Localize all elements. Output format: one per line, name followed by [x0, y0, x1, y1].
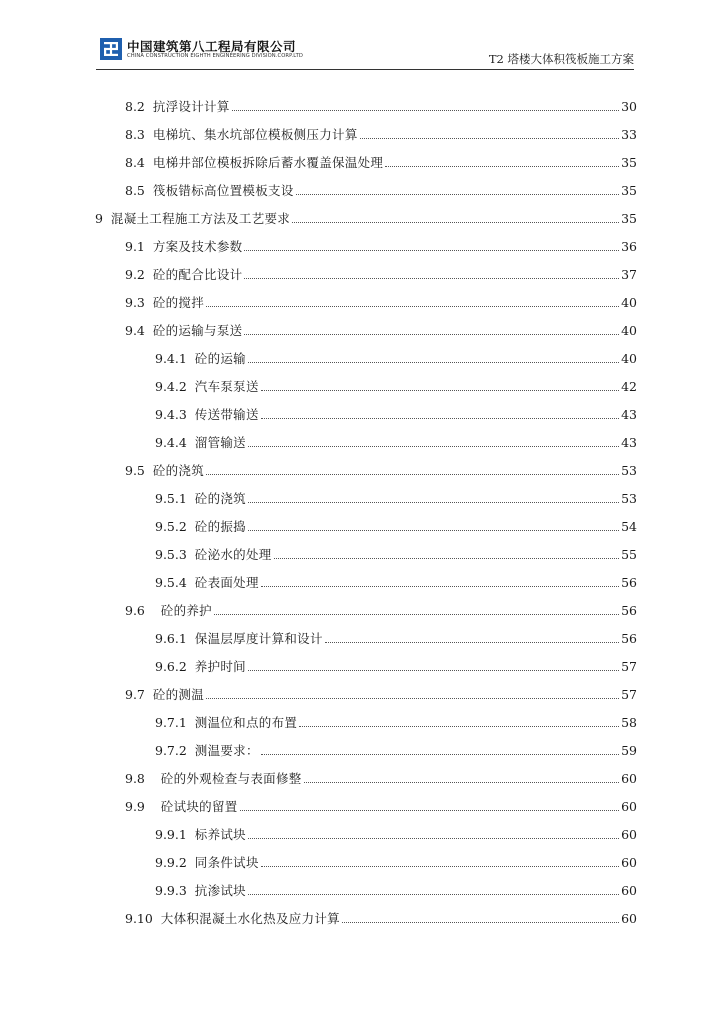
- toc-entry-number: 8.4: [125, 155, 153, 170]
- toc-entry-page-number: 40: [621, 323, 637, 338]
- toc-dot-leader: [248, 529, 619, 531]
- toc-dot-leader: [232, 109, 619, 111]
- toc-entry-title: 砼的测温: [152, 687, 205, 702]
- toc-entry-title: 大体积混凝土水化热及应力计算: [160, 911, 340, 926]
- toc-entry-number: 9.2: [125, 267, 153, 282]
- toc-entry-title: 砼的浇筑: [194, 491, 246, 506]
- toc-dot-leader: [342, 921, 619, 923]
- toc-entry-title: 同条件试块: [194, 855, 259, 870]
- toc-entry-title: 方案及技术参数: [152, 239, 243, 254]
- toc-entry-page-number: 60: [621, 855, 637, 870]
- toc-entry-number: 9.9: [125, 799, 161, 814]
- toc-entry-page-number: 40: [621, 295, 637, 310]
- toc-entry-title: 砼的运输与泵送: [152, 323, 243, 338]
- toc-entry-number: 9.9.3: [155, 883, 195, 898]
- document-title: T2 塔楼大体积筏板施工方案: [488, 52, 634, 66]
- toc-entry[interactable]: [125, 290, 637, 310]
- toc-entry-title: 筏板错标高位置模板支设: [152, 183, 294, 198]
- toc-entry-page-number: 53: [621, 463, 637, 478]
- toc-entry-number: 9.7.1: [155, 715, 195, 730]
- toc-entry[interactable]: [155, 374, 637, 394]
- toc-entry-page-number: 36: [621, 239, 637, 254]
- toc-entry-page-number: 58: [621, 715, 637, 730]
- toc-entry-page-number: 35: [621, 155, 637, 170]
- toc-entry[interactable]: [155, 486, 637, 506]
- toc-entry-number: 8.2: [125, 99, 153, 114]
- toc-dot-leader: [274, 557, 620, 559]
- toc-entry[interactable]: [125, 122, 637, 142]
- toc-dot-leader: [360, 137, 619, 139]
- toc-entry[interactable]: [155, 878, 637, 898]
- toc-dot-leader: [261, 753, 619, 755]
- toc-entry-page-number: 35: [621, 183, 637, 198]
- toc-entry-number: 9.6.2: [155, 659, 195, 674]
- toc-entry-title: 砼的配合比设计: [152, 267, 243, 282]
- toc-entry-page-number: 40: [621, 351, 637, 366]
- toc-entry-number: 9.7: [125, 687, 153, 702]
- toc-entry[interactable]: [155, 430, 637, 450]
- toc-entry[interactable]: [155, 626, 637, 646]
- toc-entry[interactable]: [95, 206, 637, 226]
- toc-entry[interactable]: [125, 682, 637, 702]
- toc-entry-number: 8.3: [125, 127, 153, 142]
- toc-entry-number: 9.3: [125, 295, 153, 310]
- toc-entry-page-number: 60: [621, 911, 637, 926]
- toc-dot-leader: [248, 501, 619, 503]
- toc-dot-leader: [206, 473, 619, 475]
- toc-entry-title: 养护时间: [194, 659, 246, 674]
- toc-entry[interactable]: [155, 822, 637, 842]
- toc-entry-number: 9.4.3: [155, 407, 195, 422]
- company-name-cn: 中国建筑第八工程局有限公司: [127, 39, 297, 54]
- toc-entry[interactable]: [125, 262, 637, 282]
- toc-entry-page-number: 55: [621, 547, 637, 562]
- toc-dot-leader: [261, 585, 619, 587]
- toc-dot-leader: [304, 781, 620, 783]
- toc-entry-title: 砼试块的留置: [160, 799, 238, 814]
- toc-entry-number: 9.5.1: [155, 491, 195, 506]
- toc-entry[interactable]: [125, 598, 637, 618]
- toc-dot-leader: [248, 837, 619, 839]
- toc-entry-number: 9.5.4: [155, 575, 195, 590]
- toc-entry-page-number: 57: [621, 659, 637, 674]
- toc-entry-page-number: 57: [621, 687, 637, 702]
- toc-entry-title: 标养试块: [194, 827, 246, 842]
- toc-entry[interactable]: [125, 766, 637, 786]
- toc-entry[interactable]: [155, 850, 637, 870]
- toc-dot-leader: [244, 333, 619, 335]
- toc-dot-leader: [261, 389, 619, 391]
- toc-entry-title: 砼的养护: [160, 603, 212, 618]
- toc-entry[interactable]: [155, 542, 637, 562]
- toc-dot-leader: [248, 669, 619, 671]
- toc-entry[interactable]: [155, 654, 637, 674]
- toc-entry-number: 9.1: [125, 239, 153, 254]
- toc-entry-title: 砼的搅拌: [152, 295, 205, 310]
- toc-dot-leader: [244, 249, 619, 251]
- toc-entry-page-number: 42: [621, 379, 637, 394]
- company-name-en: CHINA CONSTRUCTION EIGHTH ENGINEERING DIVISION.CORP.LTD: [127, 53, 303, 59]
- toc-dot-leader: [248, 445, 619, 447]
- toc-entry-title: 砼的运输: [194, 351, 246, 366]
- toc-entry-title: 砼的振捣: [194, 519, 246, 534]
- toc-entry-number: 9.10: [125, 911, 161, 926]
- toc-entry-title: 电梯井部位模板拆除后蓄水覆盖保温处理: [152, 155, 384, 170]
- toc-entry[interactable]: [125, 150, 637, 170]
- toc-dot-leader: [385, 165, 619, 167]
- toc-entry-page-number: 59: [621, 743, 637, 758]
- toc-entry-title: 砼表面处理: [194, 575, 259, 590]
- toc-dot-leader: [240, 809, 620, 811]
- toc-dot-leader: [299, 725, 619, 727]
- toc-entry-title: 保温层厚度计算和设计: [194, 631, 323, 646]
- toc-entry-number: 9.6: [125, 603, 161, 618]
- toc-entry-number: 9.4: [125, 323, 153, 338]
- page-header: [0, 0, 724, 80]
- toc-entry[interactable]: [155, 514, 637, 534]
- toc-dot-leader: [296, 193, 619, 195]
- toc-entry-title: 测温位和点的布置: [194, 715, 298, 730]
- toc-entry-number: 9.6.1: [155, 631, 195, 646]
- toc-entry[interactable]: [125, 234, 637, 254]
- toc-entry-title: 砼泌水的处理: [194, 547, 272, 562]
- toc-entry-title: 砼的浇筑: [152, 463, 205, 478]
- toc-entry-page-number: 37: [621, 267, 637, 282]
- toc-entry-page-number: 53: [621, 491, 637, 506]
- toc-dot-leader: [325, 641, 619, 643]
- toc-entry-title: 砼的外观检查与表面修整: [160, 771, 302, 786]
- toc-dot-leader: [248, 893, 619, 895]
- toc-entry[interactable]: [125, 906, 637, 926]
- toc-entry-page-number: 43: [621, 435, 637, 450]
- toc-entry-number: 8.5: [125, 183, 153, 198]
- toc-entry-page-number: 35: [621, 211, 637, 226]
- toc-entry-title: 电梯坑、集水坑部位模板侧压力计算: [152, 127, 358, 142]
- toc-entry-page-number: 60: [621, 799, 637, 814]
- toc-entry[interactable]: [155, 570, 637, 590]
- toc-dot-leader: [244, 277, 619, 279]
- toc-entry[interactable]: [155, 738, 637, 758]
- cscec-logo-icon: [100, 38, 122, 60]
- toc-entry-title: 抗浮设计计算: [152, 99, 230, 114]
- toc-entry-number: 9.9.2: [155, 855, 195, 870]
- toc-entry-page-number: 60: [621, 827, 637, 842]
- toc-entry-title: 抗渗试块: [194, 883, 246, 898]
- toc-entry-page-number: 33: [621, 127, 637, 142]
- toc-entry-page-number: 56: [621, 603, 637, 618]
- toc-dot-leader: [214, 613, 619, 615]
- toc-entry-number: 9.7.2: [155, 743, 195, 758]
- toc-entry-page-number: 56: [621, 631, 637, 646]
- toc-entry[interactable]: [125, 458, 637, 478]
- toc-entry-title: 溜管输送: [194, 435, 246, 450]
- toc-entry-number: 9.4.4: [155, 435, 195, 450]
- toc-entry-number: 9.9.1: [155, 827, 195, 842]
- toc-entry-number: 9: [95, 211, 111, 226]
- toc-dot-leader: [261, 865, 619, 867]
- header-divider: [96, 69, 634, 70]
- toc-entry[interactable]: [125, 94, 637, 114]
- toc-entry-number: 9.5.3: [155, 547, 195, 562]
- toc-dot-leader: [292, 221, 619, 223]
- toc-entry-number: 9.5.2: [155, 519, 195, 534]
- toc-entry[interactable]: [125, 318, 637, 338]
- toc-entry-title: 汽车泵泵送: [194, 379, 259, 394]
- toc-dot-leader: [261, 417, 619, 419]
- toc-entry-page-number: 60: [621, 883, 637, 898]
- toc-entry[interactable]: [155, 346, 637, 366]
- toc-entry-page-number: 54: [621, 519, 637, 534]
- toc-entry[interactable]: [155, 710, 637, 730]
- toc-entry-number: 9.5: [125, 463, 153, 478]
- toc-dot-leader: [248, 361, 619, 363]
- toc-entry-page-number: 43: [621, 407, 637, 422]
- toc-entry-number: 9.8: [125, 771, 161, 786]
- toc-dot-leader: [206, 697, 619, 699]
- toc-entry-page-number: 60: [621, 771, 637, 786]
- toc-dot-leader: [206, 305, 619, 307]
- toc-entry-title: 测温要求：: [194, 743, 259, 758]
- toc-entry-page-number: 30: [621, 99, 637, 114]
- toc-entry-number: 9.4.1: [155, 351, 195, 366]
- toc-entry[interactable]: [155, 402, 637, 422]
- toc-entry-title: 混凝土工程施工方法及工艺要求: [110, 211, 291, 226]
- toc-entry-number: 9.4.2: [155, 379, 195, 394]
- toc-entry-page-number: 56: [621, 575, 637, 590]
- toc-entry[interactable]: [125, 178, 637, 198]
- toc-entry-title: 传送带输送: [194, 407, 259, 422]
- toc-entry[interactable]: [125, 794, 637, 814]
